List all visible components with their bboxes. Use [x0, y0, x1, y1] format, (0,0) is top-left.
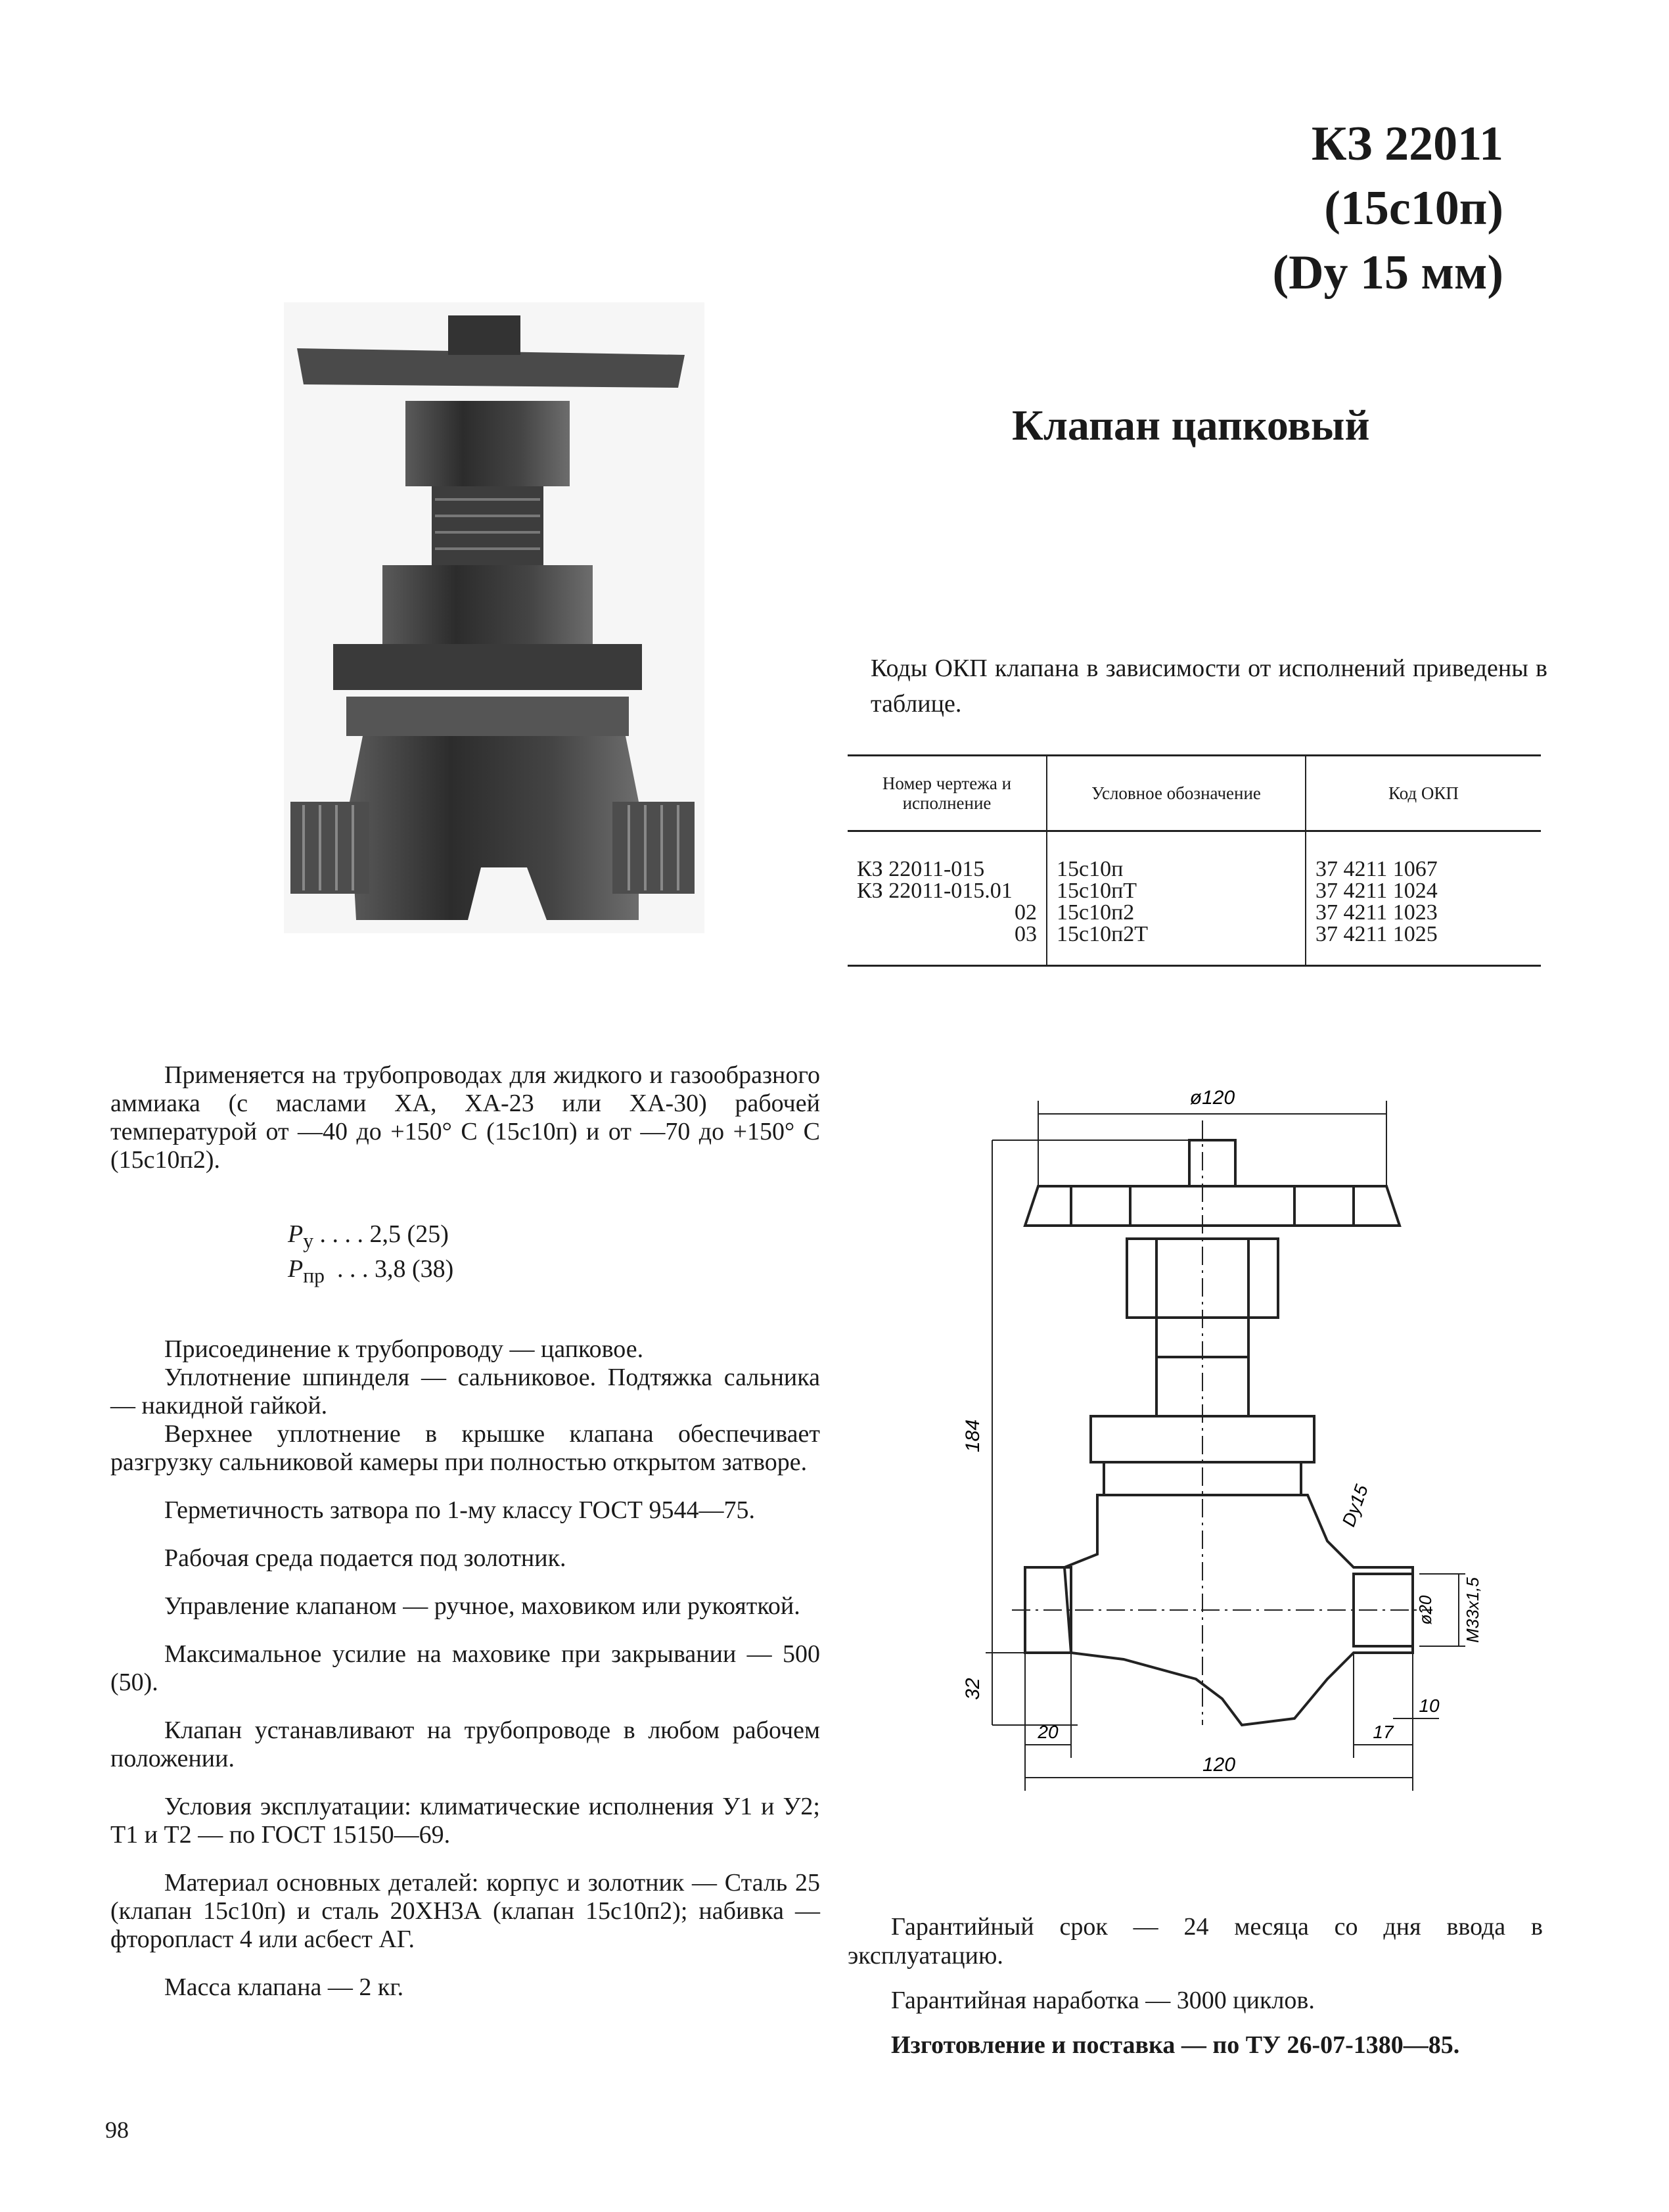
- paragraph: Присоединение к трубопроводу — цапковое.: [164, 1335, 644, 1364]
- dim-base: 32: [962, 1678, 984, 1700]
- warranty-period: Гарантийный срок — 24 месяца со дня ввода в эксплуатацию.: [848, 1913, 1543, 1970]
- dim-left-end: 20: [1038, 1722, 1059, 1742]
- warranty-cycles: Гарантийная наработка — 3000 циклов.: [891, 1987, 1315, 2014]
- dim-right-end: 17: [1373, 1722, 1394, 1742]
- page-title: Клапан цапковый: [1012, 402, 1370, 449]
- table-row: [848, 923, 1541, 966]
- okp-code-cell: 37 4211 1023: [1306, 902, 1541, 923]
- okp-code-cell: 37 4211 1024: [1306, 880, 1541, 902]
- table-header-row: [848, 756, 1541, 831]
- paragraph: Уплотнение шпинделя — сальниковое. Подтяжка сальника — накидной гайкой.: [110, 1364, 820, 1420]
- okp-code-cell: 37 4211 1067: [1306, 831, 1541, 881]
- paragraph: Управление клапаном — ручное, маховиком или рукояткой.: [164, 1592, 800, 1621]
- paragraph: Рабочая среда подается под золотник.: [164, 1544, 566, 1573]
- manufacturing-spec: Изготовление и поставка — по ТУ 26-07-1380—85.: [891, 2031, 1460, 2059]
- drawing-number-cell: КЗ 22011-015.01: [857, 879, 1013, 903]
- page-number: 98: [105, 2117, 129, 2143]
- designation-cell: 15с10п: [1047, 831, 1306, 881]
- paragraph: Клапан устанавливают на трубопроводе в любом рабочем положении.: [110, 1717, 820, 1773]
- dim-height: 184: [962, 1419, 984, 1453]
- dim-bore: ø20: [1415, 1595, 1435, 1625]
- product-code: КЗ 22011: [1311, 117, 1503, 171]
- application-paragraph: Применяется на трубопроводах для жидкого и газообразного аммиака (с маслами ХА, ХА-23 или ХА-30) рабочей температурой от —40 до +150° С (15с10п) и от —70 до +150° С (15с10п2).: [110, 1061, 820, 1174]
- valve-photo: [284, 302, 704, 933]
- pressure-ppr: $P_{пр}$ . . . 3,8 (38): [288, 1255, 454, 1287]
- table-row: [848, 831, 1541, 881]
- designation-cell: 15с10п2: [1047, 902, 1306, 923]
- warranty-section: [848, 1912, 1543, 2075]
- nominal-size: (Dy 15 мм): [1272, 246, 1503, 300]
- paragraph: Максимальное усилие на маховике при закрывании — 500 (50).: [110, 1640, 820, 1697]
- paragraph: Масса клапана — 2 кг.: [164, 1973, 404, 2002]
- dim-handwheel: ø120: [1189, 1087, 1235, 1109]
- document-header: [1272, 112, 1503, 305]
- drawing-number-cell: 03: [848, 923, 1047, 966]
- table-row: [848, 880, 1541, 902]
- drawing-number-cell: КЗ 22011-015: [857, 857, 985, 881]
- paragraph: Условия эксплуатации: климатические исполнения У1 и У2; Т1 и Т2 — по ГОСТ 15150—69.: [110, 1793, 820, 1849]
- column-header: Номер чертежа и исполнение: [848, 756, 1047, 831]
- table-row: [848, 902, 1541, 923]
- okp-codes-table: [848, 754, 1541, 967]
- paragraph: Верхнее уплотнение в крышке клапана обеспечивает разгрузку сальниковой камеры при полностью открытом затворе.: [110, 1420, 820, 1477]
- paragraph: Материал основных деталей: корпус и золотник — Сталь 25 (клапан 15с10п) и сталь 20ХН3А (клапан 15с10п2); набивка — фторопласт 4 или асбест АГ.: [110, 1869, 820, 1954]
- column-header: Условное обозначение: [1047, 756, 1306, 831]
- okp-intro: Коды ОКП клапана в зависимости от исполнений приведены в таблице.: [871, 655, 1547, 718]
- description-column: [110, 1061, 820, 2002]
- dim-dn: Dy15: [1338, 1482, 1372, 1530]
- valve-drawing: [959, 1068, 1524, 1804]
- paragraph: Герметичность затвора по 1-му классу ГОСТ 9544—75.: [164, 1496, 756, 1525]
- dim-thread: M33x1,5: [1463, 1577, 1482, 1643]
- designation-cell: 15с10п2Т: [1047, 923, 1306, 966]
- column-header: Код ОКП: [1306, 756, 1541, 831]
- pressure-list: [288, 1220, 820, 1289]
- dim-length: 120: [1202, 1754, 1236, 1776]
- product-designation: (15с10п): [1324, 181, 1503, 235]
- pressure-py: $P_у$ . . . . 2,5 (25): [288, 1220, 449, 1253]
- drawing-number-cell: 02: [1015, 900, 1037, 925]
- designation-cell: 15с10пТ: [1047, 880, 1306, 902]
- dim-thread-length: 10: [1419, 1695, 1440, 1716]
- okp-code-cell: 37 4211 1025: [1306, 923, 1541, 966]
